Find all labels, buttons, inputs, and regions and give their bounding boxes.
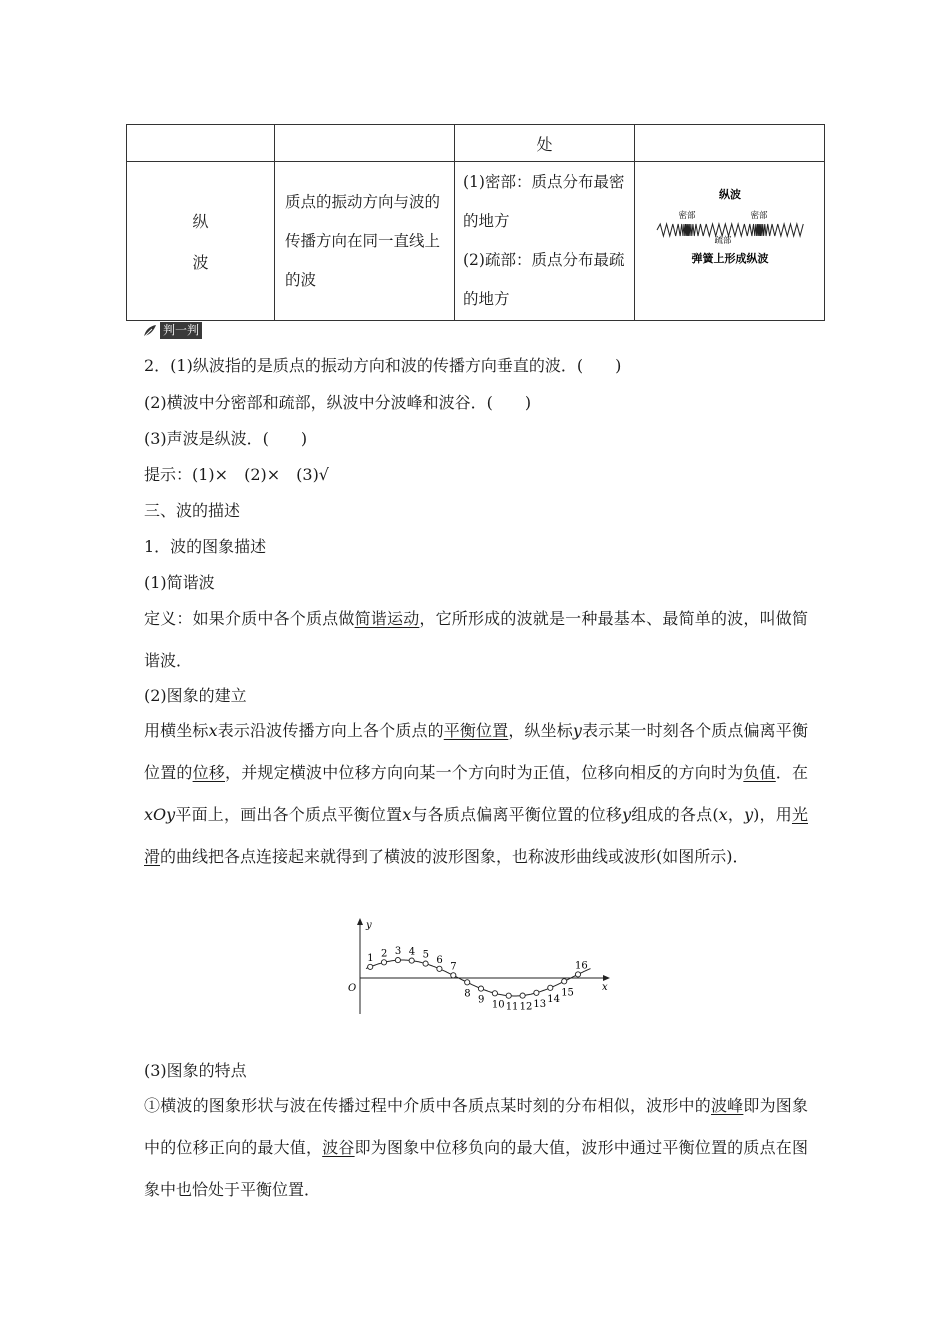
text: ，它所形成的波就是一种最基本、最简单的波，叫做简谐波． <box>144 609 808 670</box>
text: 用横坐标 <box>144 721 209 740</box>
text: 表示某一时刻各个质点偏离平衡位置的 <box>144 721 808 782</box>
math-var: x <box>718 805 728 824</box>
underlined-term: 平衡位置 <box>443 721 509 740</box>
dense-label-left: 密部 <box>677 211 696 221</box>
underlined-term: 光滑 <box>144 805 808 866</box>
table-cell <box>275 125 455 162</box>
definition-text: 质点的振动方向与波的传播方向在同一直线上的波 <box>285 192 441 289</box>
cell-text: 波 <box>192 253 209 272</box>
text: 即为图象中位移负向的最大值，波形中通过平衡位置的质点在图象中也恰处于平衡位置． <box>144 1138 808 1199</box>
text: 表示沿波传播方向上各个质点的 <box>217 721 444 740</box>
text: 平面上，画出各个质点平衡位置 <box>175 805 403 824</box>
graph-construction-paragraph <box>144 710 808 878</box>
x-axis-label: x <box>602 982 608 993</box>
sparse-part-text: (2)疏部：质点分布最疏的地方 <box>463 251 625 308</box>
wave-point-label: 2 <box>381 948 388 960</box>
judge-question-2: (2)横波中分密部和疏部，纵波中分波峰和波谷．( ) <box>144 393 532 412</box>
text: 定义：如果介质中各个质点做 <box>144 609 355 628</box>
table-cell-features <box>455 162 635 321</box>
subsection-title: 1．波的图象描述 <box>144 537 267 556</box>
origin-label: O <box>348 983 357 994</box>
wave-points <box>367 946 588 1013</box>
text: 与各质点偏离平衡位置的位移 <box>411 805 623 824</box>
wave-point-label: 12 <box>519 1001 533 1013</box>
wave-point <box>409 958 414 963</box>
spring-longitudinal-wave-figure <box>655 184 805 294</box>
underlined-term: 波峰 <box>710 1096 744 1115</box>
wave-point <box>451 973 456 978</box>
spring-coil <box>657 224 803 236</box>
judge-hint: 提示：(1)× (2)× (3)√ <box>144 465 330 484</box>
transverse-wave-graph <box>346 914 616 1018</box>
wave-point-label: 8 <box>464 988 471 1000</box>
figure-title: 纵波 <box>718 188 741 201</box>
wave-point-label: 5 <box>422 949 429 961</box>
leaf-icon <box>142 323 158 339</box>
wave-point <box>395 958 400 963</box>
text: ，并规定横波中位移方向向某一个方向时为正值，位移向相反的方向时为 <box>225 763 744 782</box>
wave-point-label: 16 <box>575 960 588 972</box>
table-row <box>127 162 825 321</box>
wave-point-label: 13 <box>533 998 547 1010</box>
wave-point <box>548 985 553 990</box>
text: 即为图象中的位移正向的最大值， <box>144 1096 808 1157</box>
math-var: y <box>572 721 582 740</box>
text: ，纵坐标 <box>508 721 573 740</box>
wave-point <box>437 966 442 971</box>
underlined-term: 负值 <box>743 763 776 782</box>
sparse-label: 疏部 <box>713 236 732 246</box>
table-cell-definition <box>275 162 455 321</box>
table-row <box>127 125 825 162</box>
underlined-term: 波谷 <box>322 1138 355 1157</box>
text: 组成的各点( <box>631 805 719 824</box>
dense-label-right: 密部 <box>749 211 768 221</box>
wave-point-label: 9 <box>478 994 485 1006</box>
judge-badge <box>142 322 202 339</box>
wave-point <box>492 991 497 996</box>
cell-text: 纵 <box>192 212 209 231</box>
y-axis-arrow <box>357 918 363 925</box>
subsection-title: (1)简谐波 <box>144 573 215 592</box>
badge-label: 判一判 <box>160 322 202 339</box>
math-var: x <box>208 721 218 740</box>
section-heading: 三、波的描述 <box>144 501 241 520</box>
spring-path <box>657 224 803 236</box>
wave-point-label: 14 <box>547 993 561 1005</box>
wave-point-label: 11 <box>505 1001 519 1013</box>
wave-point-label: 7 <box>450 961 457 973</box>
wave-point <box>562 979 567 984</box>
table-cell-figure <box>635 162 825 321</box>
table-cell-longitudinal-wave <box>127 162 275 321</box>
table-cell <box>127 125 275 162</box>
text: ．在 <box>775 763 808 782</box>
definition-paragraph <box>144 598 808 682</box>
text: ①横波的图象形状与波在传播过程中介质中各质点某时刻的分布相似，波形中的 <box>144 1096 711 1115</box>
wave-point-label: 10 <box>491 999 505 1011</box>
wave-point <box>381 960 386 965</box>
dense-part-text: (1)密部：质点分布最密的地方 <box>463 173 625 230</box>
wave-point <box>575 972 580 977</box>
y-axis-label: y <box>366 920 372 931</box>
table-cell <box>455 125 635 162</box>
subsection-title: (2)图象的建立 <box>144 686 247 705</box>
table-cell <box>635 125 825 162</box>
wave-point <box>534 990 539 995</box>
wave-point-label: 3 <box>394 946 402 958</box>
wave-point <box>368 964 373 969</box>
wave-point <box>520 993 525 998</box>
figure-caption: 弹簧上形成纵波 <box>691 252 768 265</box>
subsection-title: (3)图象的特点 <box>144 1061 247 1080</box>
text: 的曲线把各点连接起来就得到了横波的波形图象，也称波形曲线或波形(如图所示)． <box>160 847 749 866</box>
math-var: y <box>622 805 632 824</box>
wave-point <box>465 980 470 985</box>
graph-features-paragraph <box>144 1085 808 1211</box>
math-var: y <box>744 805 754 824</box>
cell-text: 处 <box>536 134 553 154</box>
wave-point-label: 15 <box>561 987 574 999</box>
wave-point <box>506 993 511 998</box>
text: )，用 <box>753 805 792 824</box>
wave-point <box>423 961 428 966</box>
judge-question-1: 2．(1)纵波指的是质点的振动方向和波的传播方向垂直的波．( ) <box>144 356 622 375</box>
x-axis-arrow <box>603 975 610 981</box>
wave-comparison-table <box>126 124 825 321</box>
wave-point-label: 4 <box>408 946 416 958</box>
wave-point-label: 1 <box>367 952 374 964</box>
underlined-term: 简谐运动 <box>354 609 420 628</box>
math-var: xOy <box>144 805 176 824</box>
judge-question-3: (3)声波是纵波．( ) <box>144 429 308 448</box>
wave-point <box>478 986 483 991</box>
math-var: x <box>402 805 412 824</box>
text: ， <box>727 805 745 824</box>
wave-point-label: 6 <box>436 954 443 966</box>
underlined-term: 位移 <box>192 763 226 782</box>
